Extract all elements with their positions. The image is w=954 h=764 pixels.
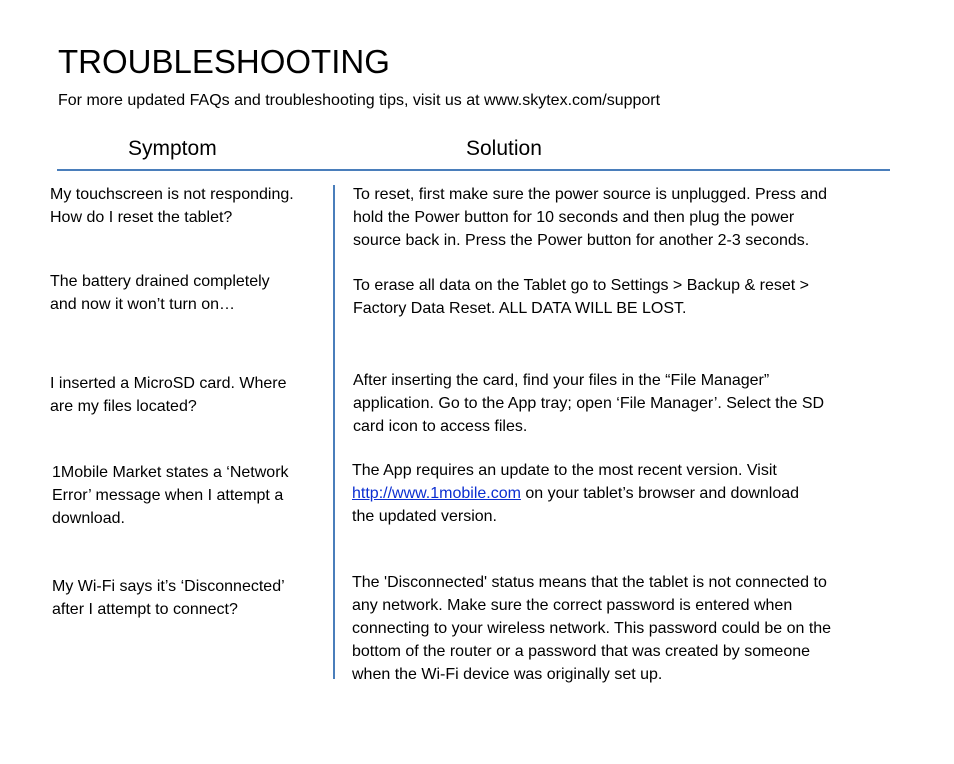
solution-line bbox=[352, 482, 799, 505]
solution-cell bbox=[353, 369, 824, 438]
solution-line: After inserting the card, find your files in the “File Manager” bbox=[353, 372, 770, 389]
symptom-line: and now it won’t turn on… bbox=[50, 296, 235, 313]
solution-column-header: Solution bbox=[466, 137, 542, 160]
solution-line-rest: on your tablet’s browser and download bbox=[520, 485, 800, 502]
symptom-cell bbox=[52, 575, 285, 621]
solution-line: source back in. Press the Power button for another 2-3 seconds. bbox=[353, 232, 810, 249]
solution-line: connecting to your wireless network. This password could be on the bbox=[352, 620, 832, 637]
solution-cell bbox=[352, 571, 831, 686]
page-subtitle: For more updated FAQs and troubleshooting tips, visit us at www.skytex.com/support bbox=[58, 92, 661, 109]
solution-line: To reset, first make sure the power source is unplugged. Press and bbox=[353, 186, 828, 203]
solution-line: application. Go to the App tray; open ‘File Manager’. Select the SD bbox=[353, 395, 825, 412]
solution-line: hold the Power button for 10 seconds and then plug the power bbox=[353, 209, 795, 226]
symptom-line: after I attempt to connect? bbox=[52, 601, 238, 618]
symptom-line: How do I reset the tablet? bbox=[50, 209, 233, 226]
symptom-line: I inserted a MicroSD card. Where bbox=[50, 375, 287, 392]
page-title: TROUBLESHOOTING bbox=[58, 43, 390, 80]
solution-line: To erase all data on the Tablet go to Settings > Backup & reset > bbox=[353, 277, 809, 294]
symptom-cell bbox=[52, 461, 289, 530]
symptom-cell bbox=[50, 183, 294, 229]
symptom-line: My Wi-Fi says it’s ‘Disconnected’ bbox=[52, 578, 285, 595]
symptom-column-header: Symptom bbox=[128, 137, 217, 160]
solution-cell bbox=[353, 274, 809, 320]
column-divider bbox=[333, 185, 335, 679]
solution-line: any network. Make sure the correct password is entered when bbox=[352, 597, 793, 614]
symptom-line: 1Mobile Market states a ‘Network bbox=[52, 464, 289, 481]
symptom-line: download. bbox=[52, 510, 125, 527]
1mobile-link[interactable]: http://www.1mobile.com bbox=[352, 485, 521, 502]
symptom-line: Error’ message when I attempt a bbox=[52, 487, 284, 504]
solution-cell bbox=[352, 459, 799, 528]
symptom-cell bbox=[50, 270, 270, 316]
solution-line: The App requires an update to the most recent version. Visit bbox=[352, 462, 777, 479]
solution-line: Factory Data Reset. ALL DATA WILL BE LOST. bbox=[353, 300, 687, 317]
solution-line: bottom of the router or a password that was created by someone bbox=[352, 643, 811, 660]
solution-line: The 'Disconnected' status means that the tablet is not connected to bbox=[352, 574, 827, 591]
solution-line: the updated version. bbox=[352, 508, 497, 525]
symptom-line: My touchscreen is not responding. bbox=[50, 186, 294, 203]
solution-cell bbox=[353, 183, 827, 252]
symptom-line: are my files located? bbox=[50, 398, 197, 415]
solution-line: when the Wi-Fi device was originally set up. bbox=[352, 666, 663, 683]
symptom-cell bbox=[50, 372, 287, 418]
symptom-line: The battery drained completely bbox=[50, 273, 270, 290]
solution-line: card icon to access files. bbox=[353, 418, 528, 435]
header-rule bbox=[57, 169, 890, 171]
